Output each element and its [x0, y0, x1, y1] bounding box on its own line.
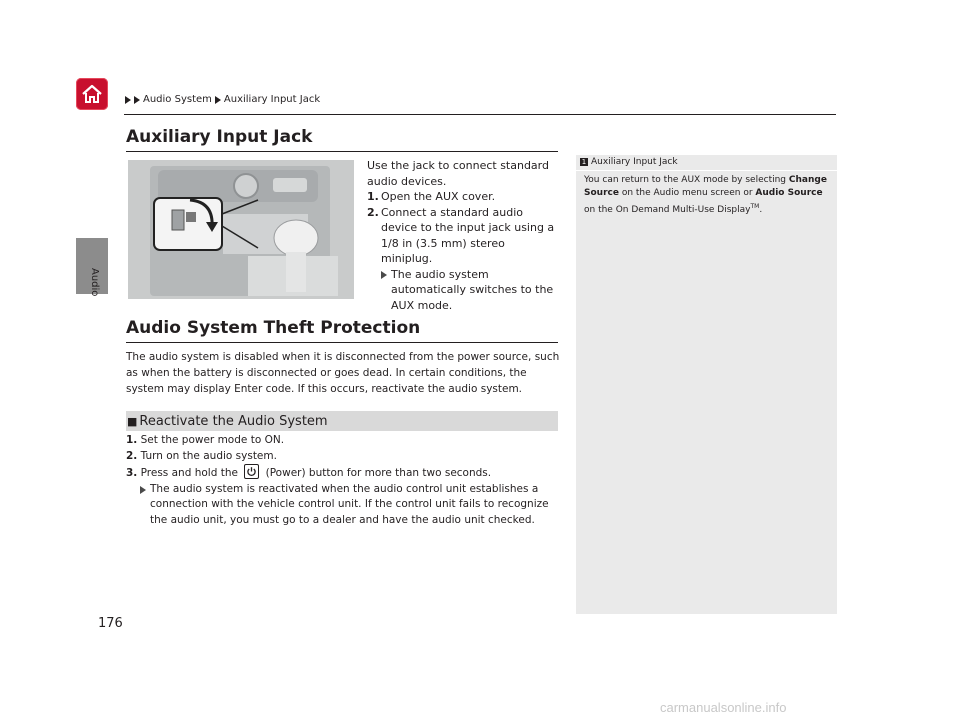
step-text: Press and hold the — [140, 467, 238, 479]
side-note-panel — [576, 155, 837, 614]
subheading-banner — [126, 411, 558, 431]
step-number: 3. — [126, 467, 138, 479]
step-text: Connect a standard audio device to the input jack using a 1/8 in (3.5 mm) stereo miniplug. — [381, 205, 555, 265]
aux-intro: Use the jack to connect standard audio devices. — [367, 159, 549, 188]
aux-result — [381, 267, 559, 314]
trademark-mark: TM — [750, 203, 760, 210]
step-number: 2. — [367, 205, 379, 219]
note-bold-term: Change Source — [584, 175, 827, 198]
step-number: 1. — [126, 434, 138, 446]
aux-jack-illustration — [128, 160, 354, 299]
note-bold-term: Audio Source — [755, 188, 823, 198]
reactivate-steps — [126, 433, 560, 528]
section-tab-label: Audio — [89, 268, 100, 297]
header-divider — [124, 114, 836, 115]
home-icon — [81, 84, 103, 104]
home-button[interactable] — [76, 78, 108, 110]
aux-instructions — [367, 158, 559, 313]
note-text: . — [759, 205, 763, 215]
breadcrumb-arrow-icon — [125, 96, 131, 104]
section-title-theft: Audio System Theft Protection — [126, 318, 421, 338]
section-divider — [126, 151, 558, 152]
step-text: Open the AUX cover. — [381, 190, 496, 203]
aux-step — [367, 205, 559, 267]
page-number: 176 — [98, 616, 123, 631]
watermark: carmanualsonline.info — [660, 700, 787, 715]
breadcrumb-arrow-icon — [134, 96, 140, 104]
breadcrumb — [125, 94, 320, 105]
square-bullet-icon: ■ — [127, 414, 138, 428]
note-index-icon: 1 — [581, 158, 587, 166]
note-text: on the On Demand Multi-Use Display — [584, 205, 751, 215]
note-text: You can return to the AUX mode by selecting — [584, 175, 787, 185]
aux-step — [367, 189, 559, 205]
subheading-text: Reactivate the Audio System — [139, 413, 328, 429]
step-text: Turn on the audio system. — [140, 449, 277, 462]
reactivate-step — [126, 449, 560, 465]
result-text: The audio system automatically switches to the AUX mode. — [391, 267, 554, 312]
side-note-body — [584, 174, 830, 217]
step-number: 2. — [126, 449, 138, 462]
side-note-divider — [576, 170, 837, 171]
section-divider — [126, 342, 558, 343]
section-title-aux: Auxiliary Input Jack — [126, 127, 313, 147]
theft-paragraph: The audio system is disabled when it is disconnected from the power source, such as when the battery is disconnected or goes dead. In certain conditions, the system may display Enter code. If this occurs, reactivate the audio system. — [126, 351, 560, 395]
result-arrow-icon — [381, 271, 387, 279]
side-note-title: Auxiliary Input Jack — [591, 157, 678, 167]
side-note-header — [580, 157, 678, 167]
step-text: Set the power mode to ON. — [140, 434, 285, 446]
result-text: The audio system is reactivated when the audio control unit establishes a connection with the vehicle control unit. If the control unit fails to recognize the audio unit, you must go to a dealer and have the audio unit checked. — [150, 482, 549, 526]
breadcrumb-arrow-icon — [215, 96, 221, 104]
power-icon — [244, 464, 259, 479]
reactivate-result — [140, 482, 560, 529]
breadcrumb-item-audio-system[interactable]: Audio System — [143, 94, 212, 105]
breadcrumb-item-aux-jack[interactable]: Auxiliary Input Jack — [223, 94, 321, 105]
step-number: 1. — [367, 190, 379, 203]
result-arrow-icon — [140, 486, 146, 494]
note-text: on the Audio menu screen or — [621, 188, 753, 198]
reactivate-step — [126, 433, 560, 449]
step-text: (Power) button for more than two seconds. — [265, 467, 492, 479]
reactivate-step — [126, 464, 560, 482]
